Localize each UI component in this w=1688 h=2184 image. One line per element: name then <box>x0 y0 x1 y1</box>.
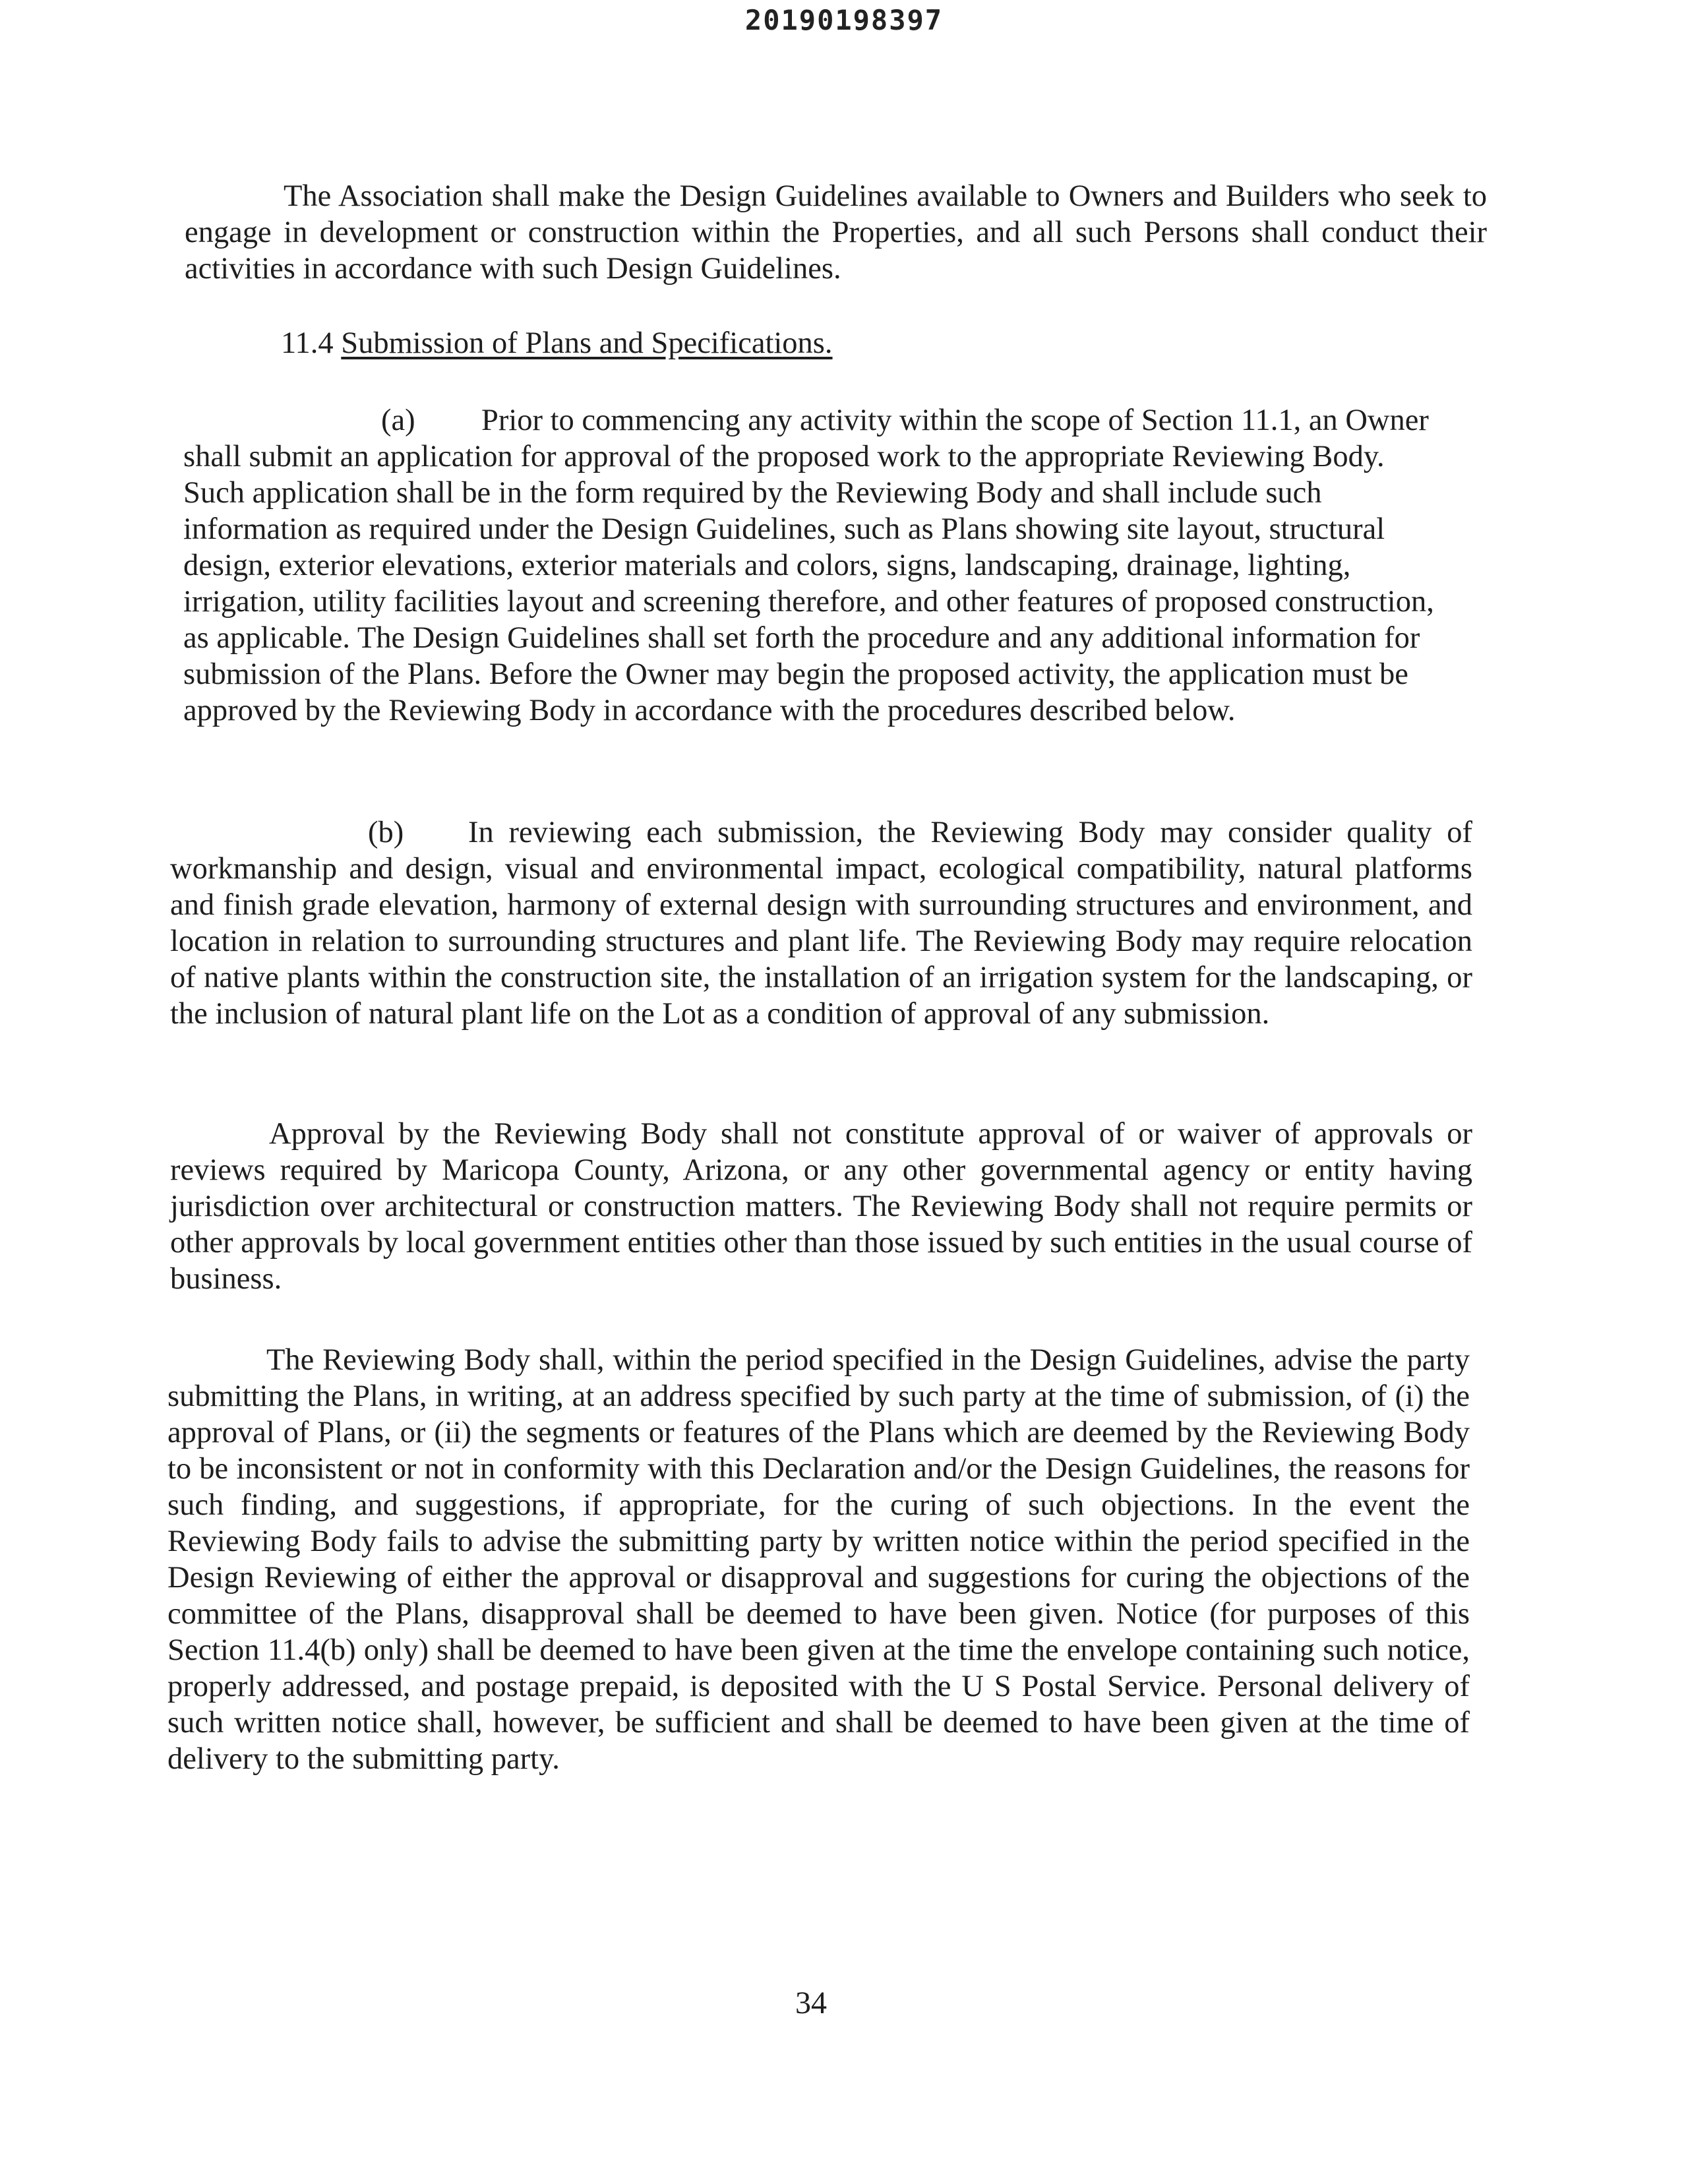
document-number: 20190198397 <box>744 4 944 36</box>
section-title: Submission of Plans and Specifications. <box>341 326 833 360</box>
page-number: 34 <box>795 1986 827 2020</box>
section-number: 11.4 <box>281 326 334 360</box>
subsection-a-paragraph <box>183 402 1449 729</box>
intro-paragraph: The Association shall make the Design Guidelines available to Owners and Builders who seek to engage in development or construction within the Properties, and all such Persons shall conduct their activities in accordance with such Design Guidelines. <box>185 179 1487 286</box>
subsection-b-paragraph <box>170 814 1472 1032</box>
approval-paragraph: Approval by the Reviewing Body shall not constitute approval of or waiver of approvals or reviews required by Maricopa County, Arizona, or any other governmental agency or entity having jurisdiction over architectural or construction matters. The Reviewing Body shall not require permits or other approvals by local government entities other than those issued by such entities in the usual course of business. <box>170 1117 1472 1296</box>
notice-paragraph: The Reviewing Body shall, within the period specified in the Design Guidelines, advise the party submitting the Plans, in writing, at an address specified by such party at the time of submission, of (i) the approval of Plans, or (ii) the segments or features of the Plans which are deemed by the Reviewing Body to be inconsistent or not in conformity with this Declaration and/or the Design Guidelines, the reasons for such finding, and suggestions, if appropriate, for the curing of such objections. In the event the Reviewing Body fails to advise the submitting party by written notice within the period specified in the Design Reviewing of either the approval or disapproval and suggestions for curing the objections of the committee of the Plans, disapproval shall be deemed to have been given. Notice (for purposes of this Section 11.4(b) only) shall be deemed to have been given at the time the envelope containing such notice, properly addressed, and postage prepaid, is deposited with the U S Postal Service. Personal delivery of such written notice shall, however, be sufficient and shall be deemed to have been given at the time of delivery to the submitting party. <box>167 1343 1470 1776</box>
subsection-a-label: (a) <box>381 404 415 437</box>
subsection-a-text: Prior to commencing any activity within the scope of Section 11.1, an Owner shall submit an application for approval of the proposed work to the appropriate Reviewing Body. Such application shall be in the form required by the Reviewing Body and shall include such information as required under the Design Guidelines, such as Plans showing site layout, structural design, exterior elevations, exterior materials and colors, signs, landscaping, drainage, lighting, irrigation, utility facilities layout and screening therefore, and other features of proposed construction, as applicable. The Design Guidelines shall set forth the procedure and any additional information for submission of the Plans. Before the Owner may begin the proposed activity, the application must be approved by the Reviewing Body in accordance with the procedures described below. <box>183 404 1434 727</box>
subsection-b-label: (b) <box>368 816 404 849</box>
subsection-b-text: In reviewing each submission, the Reviewing Body may consider quality of workmanship and design, visual and environmental impact, ecological compatibility, natural platforms and finish grade elevation, harmony of external design with surrounding structures and environment, and location in relation to surrounding structures and plant life. The Reviewing Body may require relocation of native plants within the construction site, the installation of an irrigation system for the landscaping, or the inclusion of natural plant life on the Lot as a condition of approval of any submission. <box>170 816 1472 1031</box>
section-heading <box>281 325 833 361</box>
